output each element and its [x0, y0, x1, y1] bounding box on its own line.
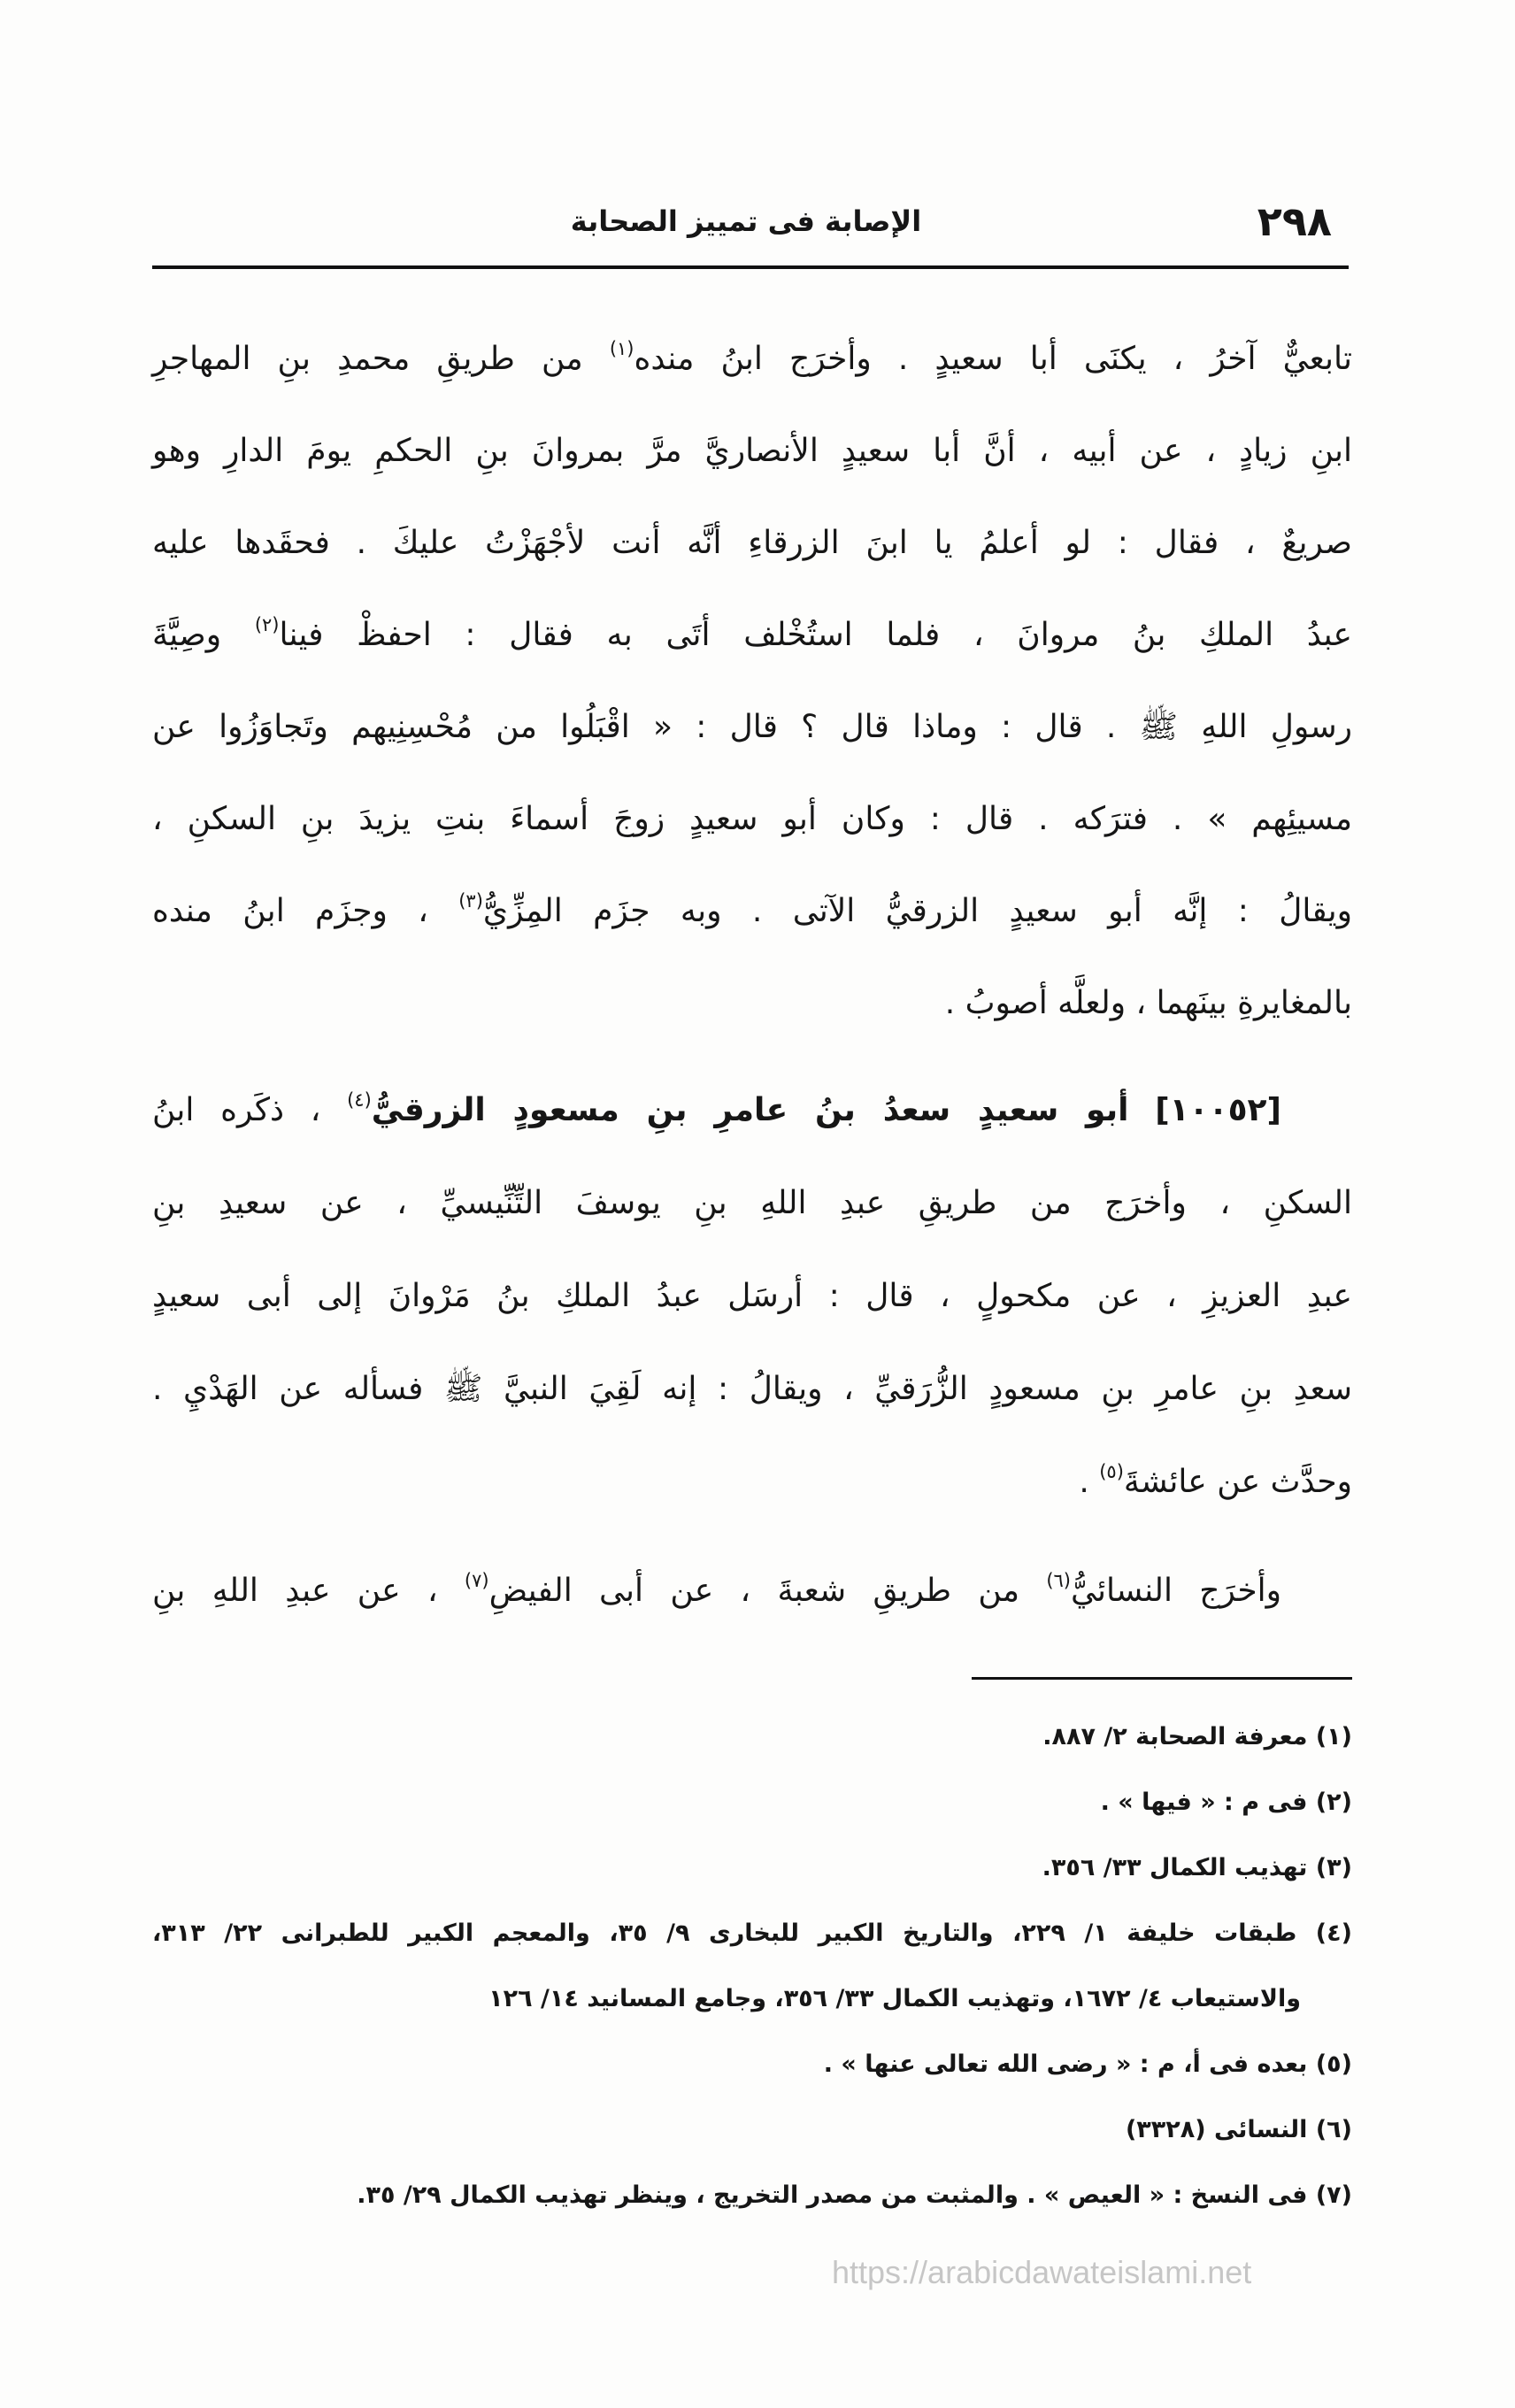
line-text: عبدِ العزيزِ ، عن مكحولٍ ، قال : أرسَل عبدُ الملكِ بنُ مَرْوانَ إلى أبى سعيدٍ: [152, 1278, 1352, 1314]
footnote-ref: (٥): [1099, 1461, 1124, 1482]
line-text: صريعٌ ، فقال : لو أعلمُ يا ابنَ الزرقاءِ أنَّه أنت لأجْهَزْتُ عليكَ . فحقَدها عليه: [152, 525, 1352, 561]
line-text: ويقالُ : إنَّه أبو سعيدٍ الزرقيُّ الآتى . وبه جزَم المِزِّيُّ: [482, 893, 1353, 929]
running-title: الإصابة فى تمييز الصحابة: [570, 204, 922, 238]
text-line: [152, 1342, 1352, 1435]
line-text: ابنِ زيادٍ ، عن أبيه ، أنَّ أبا سعيدٍ الأنصاريَّ مرَّ بمروانَ بنِ الحكمِ يومَ الدارِ وهو: [152, 433, 1352, 469]
line-text: من طريقِ شعبةَ ، عن أبى الفيضِ: [488, 1573, 1047, 1609]
footnote: (٥) بعده فى أ، م : « رضى الله تعالى عنها » .: [823, 2050, 1352, 2078]
footnote-rule: [972, 1677, 1352, 1680]
text-line: [152, 313, 1352, 405]
text-line: [152, 1157, 1352, 1250]
line-text: وحدَّث عن عائشةَ: [1123, 1464, 1352, 1500]
line-text: بالمغايرةِ بينَهما ، ولعلَّه أصوبُ .: [944, 985, 1352, 1021]
paragraph-3: [152, 1545, 1352, 1637]
text-line: [152, 865, 1352, 958]
line-text: وأخرَج النسائيُّ: [1071, 1573, 1281, 1609]
line-text: سعدِ بنِ عامرِ بنِ مسعودٍ الزُّرَقيِّ ، ويقالُ : إنه لَقِيَ النبيَّ ﷺ فسأله عن الهَدْيِ .: [152, 1371, 1352, 1407]
paragraph-1: [152, 313, 1352, 1050]
text-line: [152, 958, 1352, 1050]
text-line: [152, 1435, 1352, 1528]
entry-heading: أبو سعيدٍ سعدُ بنُ عامرِ بنِ مسعودٍ الزرقيُّ: [371, 1092, 1129, 1128]
watermark-url: https://arabicdawateislami.net: [832, 2254, 1252, 2290]
text-line: [152, 1250, 1352, 1342]
line-text: مسيئِهم » . فترَكه . قال : وكان أبو سعيدٍ زوجَ أسماءَ بنتِ يزيدَ بنِ السكنِ ،: [152, 801, 1352, 837]
line-text: رسولِ اللهِ ﷺ . قال : وماذا قال ؟ قال : « اقْبَلُوا من مُحْسِنِيهم وتَجاوَزُوا عن: [152, 709, 1352, 745]
text-line: [152, 405, 1352, 497]
line-text: ، عن عبدِ اللهِ بنِ: [152, 1573, 465, 1609]
line-text: ، وجزَم ابنُ منده: [152, 893, 459, 929]
footnote-continuation: والاستيعاب ٤/ ١٦٧٢، وتهذيب الكمال ٣٣/ ٣٥٦، وجامع المسانيد ١٤/ ١٢٦: [488, 1985, 1301, 2012]
footnote-ref: (٣): [458, 890, 483, 912]
text-line: [152, 589, 1352, 681]
footnote-ref: (٤): [347, 1089, 372, 1111]
line-text: وصِيَّةَ: [152, 617, 255, 653]
footnote: (٦) النسائى (٣٣٢٨): [1125, 2116, 1352, 2143]
page-number: ٢٩٨: [1257, 197, 1332, 245]
text-line: [152, 681, 1352, 773]
line-text: تابعيٌّ آخرُ ، يكنَى أبا سعيدٍ . وأخرَج ابنُ منده: [634, 341, 1352, 377]
line-text: عبدُ الملكِ بنُ مروانَ ، فلما استُخْلف أتَى به فقال : احفظْ فينا: [279, 617, 1352, 653]
footnote-ref: (٧): [464, 1570, 489, 1591]
footnote: (٢) فى م : « فيها » .: [1100, 1789, 1352, 1816]
footnote: (١) معرفة الصحابة ٢/ ٨٨٧.: [1042, 1723, 1352, 1750]
line-text: .: [1079, 1464, 1100, 1500]
footnote-ref: (٦): [1046, 1570, 1071, 1591]
entry-number: [١٠٠٥٢]: [1155, 1092, 1281, 1128]
footnote: (٤) طبقات خليفة ١/ ٢٢٩، والتاريخ الكبير للبخارى ٩/ ٣٥، والمعجم الكبير للطبرانى ٢٢/ ٣١٣،: [152, 1919, 1352, 1947]
header-rule: [152, 265, 1349, 269]
text-line: [152, 773, 1352, 865]
footnote: (٧) فى النسخ : « العيص » . والمثبت من مصدر التخريج ، وينظر تهذيب الكمال ٢٩/ ٣٥.: [357, 2181, 1352, 2209]
footnote: (٣) تهذيب الكمال ٣٣/ ٣٥٦.: [1042, 1854, 1352, 1881]
line-text: السكنِ ، وأخرَج من طريقِ عبدِ اللهِ بنِ يوسفَ التِّنِّيسيِّ ، عن سعيدِ بنِ: [152, 1185, 1352, 1221]
text-line: [152, 1545, 1352, 1637]
footnotes: [152, 1704, 1352, 2228]
footnote-ref: (٢): [254, 614, 280, 635]
entry-10052: [152, 1064, 1352, 1528]
text-line: [152, 497, 1352, 589]
entry-heading-line: [152, 1064, 1352, 1157]
line-text: ، ذكَره ابنُ: [152, 1092, 348, 1128]
line-text: من طريقِ محمدِ بنِ المهاجرِ: [152, 341, 610, 377]
footnote-ref: (١): [609, 338, 634, 359]
